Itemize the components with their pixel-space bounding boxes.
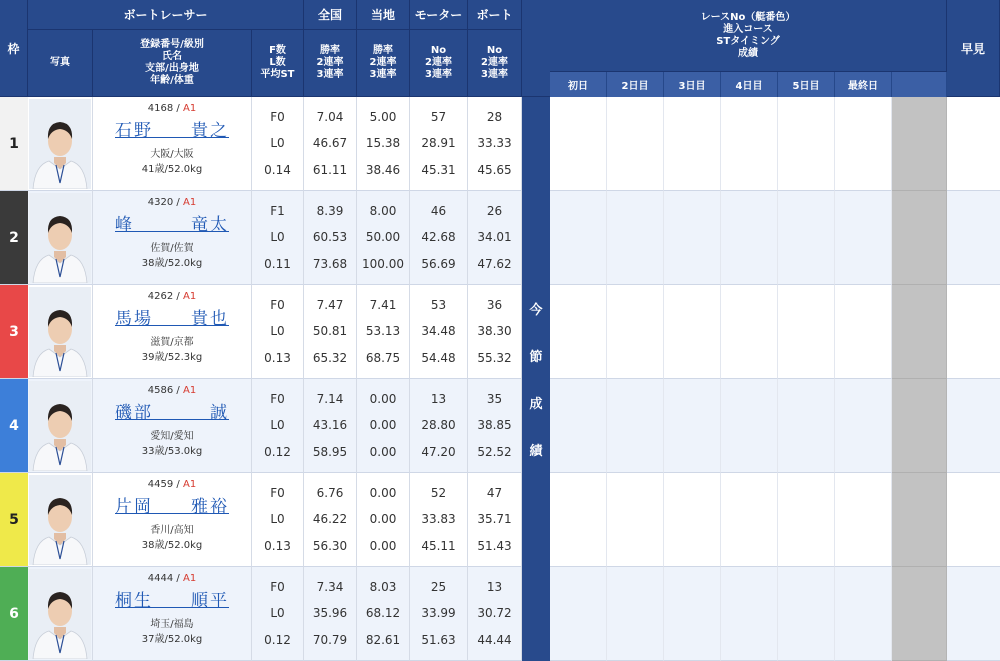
racer-name-link[interactable]: 馬場 貴也 [115, 309, 229, 329]
local-rate-value: 68.75 [365, 350, 401, 365]
local-rate-value: 8.03 [369, 580, 397, 595]
motor-rate-cell [410, 285, 468, 379]
local-rate-value: 15.38 [365, 136, 401, 151]
race-result-cell [778, 473, 835, 567]
fl-st-header [252, 30, 304, 97]
motor-rate-value: 34.48 [421, 324, 456, 339]
l-count: L0 [270, 136, 285, 151]
motor-rate-value: 13 [430, 392, 447, 407]
frame-number: 5 [0, 473, 28, 567]
national-rate-value: 7.34 [316, 580, 344, 595]
racer-branch-origin: 愛知/愛知 [150, 431, 194, 442]
racer-branch-origin: 香川/高知 [150, 525, 194, 536]
registration-separator: / [173, 103, 183, 114]
registration-number: 4444 [147, 573, 174, 584]
national-rate-value: 6.76 [316, 486, 344, 501]
race-result-cell [607, 567, 664, 661]
registration-number: 4459 [147, 479, 174, 490]
motor-rate-value: 33.99 [421, 606, 456, 621]
boat-rate-header-line: 2連率 [481, 57, 508, 68]
race-result-cell [607, 379, 664, 473]
local-rate-value: 50.00 [365, 230, 401, 245]
local-rate-cell [357, 97, 410, 191]
racer-class: A1 [182, 103, 197, 114]
local-rate-value: 0.00 [369, 418, 397, 433]
motor-rate-value: 33.83 [421, 512, 456, 527]
motor-rate-header-line: No [430, 45, 447, 56]
national-rate-value: 43.16 [312, 418, 348, 433]
racer-age-weight: 38歳/52.0kg [141, 258, 203, 269]
profile-header [93, 30, 252, 97]
race-result-cell [778, 285, 835, 379]
local-rate-cell [357, 567, 410, 661]
racer-age-weight: 38歳/52.0kg [141, 540, 203, 551]
race-result-cell [550, 567, 607, 661]
race-result-cell [778, 97, 835, 191]
race-result-cell [835, 97, 892, 191]
result-summary-cell [892, 97, 947, 191]
result-summary-cell [892, 379, 947, 473]
racer-class: A1 [182, 385, 197, 396]
local-rate-header-line: 2連率 [369, 57, 397, 68]
race-result-cell [835, 567, 892, 661]
racer-photo [28, 97, 93, 191]
racer-photo-avatar [29, 475, 91, 565]
local-rate-header-line: 勝率 [373, 45, 393, 56]
national-rate-cell [304, 191, 357, 285]
racer-name-link[interactable]: 磯部 誠 [115, 403, 229, 423]
racer-branch-origin: 佐賀/佐賀 [150, 243, 194, 254]
early-view-cell [947, 191, 1000, 285]
average-st: 0.13 [264, 350, 291, 365]
early-view-cell [947, 473, 1000, 567]
boat-rate-value: 47.62 [477, 256, 512, 271]
profile-header-line: 支部/出身地 [145, 63, 199, 74]
average-st: 0.12 [264, 632, 291, 647]
result-summary-cell [892, 567, 947, 661]
f-count: F0 [270, 486, 285, 501]
l-count: L0 [270, 418, 285, 433]
boat-rate-header [468, 30, 522, 97]
racer-class: A1 [182, 479, 197, 490]
boat-rate-value: 35.71 [477, 512, 512, 527]
motor-rate-value: 42.68 [421, 230, 456, 245]
motor-rate-value: 28.80 [421, 418, 456, 433]
race-result-cell [721, 379, 778, 473]
racer-photo [28, 379, 93, 473]
registration-number: 4320 [147, 197, 174, 208]
motor-rate-value: 56.69 [421, 256, 456, 271]
series-results-char: 節 [529, 350, 543, 365]
local-rate-value: 53.13 [365, 324, 401, 339]
race-result-cell [664, 379, 721, 473]
racer-age-weight: 37歳/52.0kg [141, 634, 203, 645]
racer-registration [93, 573, 251, 584]
race-info-header-line: レースNo（艇番色） [700, 11, 796, 23]
national-rate-value: 7.47 [316, 298, 344, 313]
profile-header-line: 登録番号/級別 [140, 39, 204, 50]
national-rate-cell [304, 473, 357, 567]
average-st: 0.11 [264, 256, 291, 271]
race-result-cell [835, 191, 892, 285]
registration-separator: / [173, 573, 183, 584]
national-rate-value: 7.14 [316, 392, 344, 407]
registration-number: 4168 [147, 103, 174, 114]
motor-rate-value: 45.31 [421, 162, 456, 177]
national-rate-header-line: 勝率 [320, 45, 340, 56]
national-rate-value: 56.30 [312, 538, 348, 553]
race-result-cell [607, 473, 664, 567]
motor-rate-value: 45.11 [421, 538, 456, 553]
boat-rate-value: 47 [486, 486, 503, 501]
local-rate-cell [357, 473, 410, 567]
national-rate-cell [304, 97, 357, 191]
race-result-cell [721, 473, 778, 567]
registration-separator: / [173, 197, 183, 208]
racer-photo [28, 473, 93, 567]
racer-profile [93, 191, 252, 285]
boat-rate-cell [468, 473, 522, 567]
series-results-label [522, 97, 550, 661]
registration-number: 4262 [147, 291, 174, 302]
registration-number: 4586 [147, 385, 174, 396]
early-view-cell [947, 285, 1000, 379]
local-rate-value: 8.00 [369, 204, 397, 219]
racer-fl-st [252, 285, 304, 379]
racer-fl-st [252, 567, 304, 661]
local-rate-value: 82.61 [365, 632, 401, 647]
motor-rate-value: 52 [430, 486, 447, 501]
local-rate-value: 5.00 [369, 110, 397, 125]
day-column-header: 5日目 [778, 72, 835, 97]
motor-rate-header [410, 30, 468, 97]
local-rate-cell [357, 285, 410, 379]
racer-photo-avatar [29, 99, 91, 189]
boat-rate-value: 44.44 [477, 632, 512, 647]
frame-header: 枠 [0, 0, 28, 97]
l-count: L0 [270, 324, 285, 339]
race-result-cell [835, 285, 892, 379]
national-rate-cell [304, 379, 357, 473]
frame-number: 1 [0, 97, 28, 191]
profile-header-line: 氏名 [162, 51, 182, 62]
boat-rate-value: 26 [486, 204, 503, 219]
racer-fl-st [252, 379, 304, 473]
racer-class: A1 [182, 573, 197, 584]
day-column-header: 最終日 [835, 72, 892, 97]
racer-branch-origin: 大阪/大阪 [150, 149, 194, 160]
boat-rate-value: 33.33 [477, 136, 512, 151]
race-result-cell [607, 191, 664, 285]
race-result-cell [664, 191, 721, 285]
l-count: L0 [270, 606, 285, 621]
day-column-header: 2日目 [607, 72, 664, 97]
national-rate-value: 70.79 [312, 632, 348, 647]
racer-profile [93, 567, 252, 661]
boat-rate-cell [468, 97, 522, 191]
local-rate-header-line: 3連率 [369, 69, 397, 80]
racer-profile [93, 97, 252, 191]
race-result-cell [835, 473, 892, 567]
local-rate-value: 68.12 [365, 606, 401, 621]
race-result-cell [664, 567, 721, 661]
racer-class: A1 [182, 197, 197, 208]
f-count: F0 [270, 298, 285, 313]
national-rate-value: 61.11 [312, 162, 348, 177]
race-result-cell [721, 97, 778, 191]
race-result-cell [778, 191, 835, 285]
national-rate-value: 60.53 [312, 230, 348, 245]
local-rate-value: 0.00 [369, 392, 397, 407]
motor-rate-value: 25 [430, 580, 447, 595]
racer-photo-avatar [29, 287, 91, 377]
racer-photo [28, 567, 93, 661]
early-view-cell [947, 379, 1000, 473]
average-st: 0.12 [264, 444, 291, 459]
boat-rate-cell [468, 379, 522, 473]
result-summary-cell [892, 473, 947, 567]
motor-rate-value: 47.20 [421, 444, 456, 459]
national-rate-value: 46.22 [312, 512, 348, 527]
day-column-header: 初日 [550, 72, 607, 97]
boat-rate-value: 28 [486, 110, 503, 125]
race-result-cell [550, 473, 607, 567]
boat-rate-cell [468, 285, 522, 379]
race-result-cell [550, 379, 607, 473]
racer-class: A1 [182, 291, 197, 302]
racer-photo [28, 285, 93, 379]
f-count: F0 [270, 392, 285, 407]
frame-number: 3 [0, 285, 28, 379]
day-column-header-blank [892, 72, 947, 97]
boat-rate-value: 30.72 [477, 606, 512, 621]
race-result-cell [664, 97, 721, 191]
racer-registration [93, 385, 251, 396]
motor-rate-header-line: 2連率 [425, 57, 452, 68]
motor-rate-value: 51.63 [421, 632, 456, 647]
national-rate-value: 65.32 [312, 350, 348, 365]
racer-age-weight: 41歳/52.0kg [141, 164, 203, 175]
racer-profile [93, 379, 252, 473]
l-count: L0 [270, 230, 285, 245]
f-count: F0 [270, 110, 285, 125]
racer-photo-avatar [29, 193, 91, 283]
fl-st-header-line: F数 [269, 45, 286, 56]
racer-photo-avatar [29, 569, 91, 659]
boat-rate-value: 36 [486, 298, 503, 313]
race-result-cell [721, 567, 778, 661]
motor-header: モーター [410, 0, 468, 30]
racer-fl-st [252, 97, 304, 191]
motor-rate-cell [410, 473, 468, 567]
boat-rate-cell [468, 567, 522, 661]
boat-rate-value: 35 [486, 392, 503, 407]
motor-rate-value: 28.91 [421, 136, 456, 151]
racer-photo-avatar [29, 381, 91, 471]
race-result-cell [664, 473, 721, 567]
race-result-cell [550, 191, 607, 285]
motor-rate-cell [410, 379, 468, 473]
motor-rate-cell [410, 97, 468, 191]
race-result-cell [721, 285, 778, 379]
series-results-char: 成 [529, 397, 543, 412]
national-header: 全国 [304, 0, 357, 30]
racer-registration [93, 291, 251, 302]
local-header: 当地 [357, 0, 410, 30]
national-rate-value: 73.68 [312, 256, 348, 271]
national-rate-cell [304, 567, 357, 661]
registration-separator: / [173, 291, 183, 302]
average-st: 0.13 [264, 538, 291, 553]
racer-fl-st [252, 191, 304, 285]
boat-rate-value: 38.85 [477, 418, 512, 433]
national-rate-header [304, 30, 357, 97]
series-results-char: 今 [529, 303, 543, 318]
photo-header: 写真 [28, 30, 93, 97]
racer-registration [93, 197, 251, 208]
f-count: F1 [270, 204, 285, 219]
racer-name-link[interactable]: 桐生 順平 [115, 591, 229, 611]
race-info-header-line: 成績 [738, 47, 758, 59]
motor-rate-header-line: 3連率 [425, 69, 452, 80]
boat-rate-value: 52.52 [477, 444, 512, 459]
l-count: L0 [270, 512, 285, 527]
race-result-cell [607, 285, 664, 379]
race-result-cell [607, 97, 664, 191]
national-rate-value: 50.81 [312, 324, 348, 339]
local-rate-value: 0.00 [369, 512, 397, 527]
race-result-cell [550, 97, 607, 191]
local-rate-value: 0.00 [369, 486, 397, 501]
day-column-header: 3日目 [664, 72, 721, 97]
average-st: 0.14 [264, 162, 291, 177]
motor-rate-value: 57 [430, 110, 447, 125]
boat-rate-header-line: 3連率 [481, 69, 508, 80]
profile-header-line: 年齢/体重 [150, 75, 194, 86]
racer-age-weight: 39歳/52.3kg [141, 352, 203, 363]
motor-rate-value: 46 [430, 204, 447, 219]
early-view-cell [947, 567, 1000, 661]
race-result-cell [778, 567, 835, 661]
result-summary-cell [892, 191, 947, 285]
registration-separator: / [173, 385, 183, 396]
national-rate-value: 7.04 [316, 110, 344, 125]
race-result-cell [550, 285, 607, 379]
series-header-blank [522, 0, 550, 97]
boat-rate-header-line: No [486, 45, 503, 56]
local-rate-value: 0.00 [369, 538, 397, 553]
result-summary-cell [892, 285, 947, 379]
racer-registration [93, 103, 251, 114]
racer-registration [93, 479, 251, 490]
racer-name-link[interactable]: 片岡 雅裕 [115, 497, 229, 517]
motor-rate-value: 53 [430, 298, 447, 313]
race-result-cell [835, 379, 892, 473]
racer-age-weight: 33歳/53.0kg [141, 446, 203, 457]
day-column-header: 4日目 [721, 72, 778, 97]
race-result-cell [721, 191, 778, 285]
race-info-header [550, 0, 947, 72]
national-rate-header-line: 2連率 [316, 57, 344, 68]
race-result-cell [778, 379, 835, 473]
racer-profile [93, 285, 252, 379]
local-rate-header [357, 30, 410, 97]
local-rate-value: 100.00 [362, 256, 404, 271]
boat-rate-value: 38.30 [477, 324, 512, 339]
registration-separator: / [173, 479, 183, 490]
racer-branch-origin: 滋賀/京都 [150, 337, 194, 348]
f-count: F0 [270, 580, 285, 595]
local-rate-cell [357, 191, 410, 285]
motor-rate-cell [410, 191, 468, 285]
racer-fl-st [252, 473, 304, 567]
frame-number: 4 [0, 379, 28, 473]
boat-header: ボート [468, 0, 522, 30]
fl-st-header-line: 平均ST [260, 69, 295, 80]
local-rate-cell [357, 379, 410, 473]
race-info-header-line: STタイミング [716, 35, 780, 47]
motor-rate-cell [410, 567, 468, 661]
national-rate-value: 58.95 [312, 444, 348, 459]
race-info-header-line: 進入コース [723, 23, 773, 35]
fl-st-header-line: L数 [269, 57, 286, 68]
boat-racer-header: ボートレーサー [28, 0, 304, 30]
boat-rate-value: 45.65 [477, 162, 512, 177]
frame-number: 6 [0, 567, 28, 661]
boat-rate-value: 34.01 [477, 230, 512, 245]
motor-rate-value: 54.48 [421, 350, 456, 365]
racer-profile [93, 473, 252, 567]
national-rate-value: 35.96 [312, 606, 348, 621]
national-rate-cell [304, 285, 357, 379]
racer-photo [28, 191, 93, 285]
early-header: 早見 [947, 0, 1000, 97]
boat-rate-value: 51.43 [477, 538, 512, 553]
racer-name-link[interactable]: 石野 貴之 [115, 121, 229, 141]
local-rate-value: 0.00 [369, 444, 397, 459]
racer-name-link[interactable]: 峰 竜太 [115, 215, 229, 235]
local-rate-value: 7.41 [369, 298, 397, 313]
local-rate-value: 38.46 [365, 162, 401, 177]
frame-number: 2 [0, 191, 28, 285]
national-rate-value: 46.67 [312, 136, 348, 151]
race-result-cell [664, 285, 721, 379]
boat-rate-value: 13 [486, 580, 503, 595]
racer-branch-origin: 埼玉/福島 [150, 619, 194, 630]
series-results-char: 績 [529, 444, 543, 459]
boat-rate-value: 55.32 [477, 350, 512, 365]
national-rate-value: 8.39 [316, 204, 344, 219]
boat-rate-cell [468, 191, 522, 285]
early-view-cell [947, 97, 1000, 191]
national-rate-header-line: 3連率 [316, 69, 344, 80]
